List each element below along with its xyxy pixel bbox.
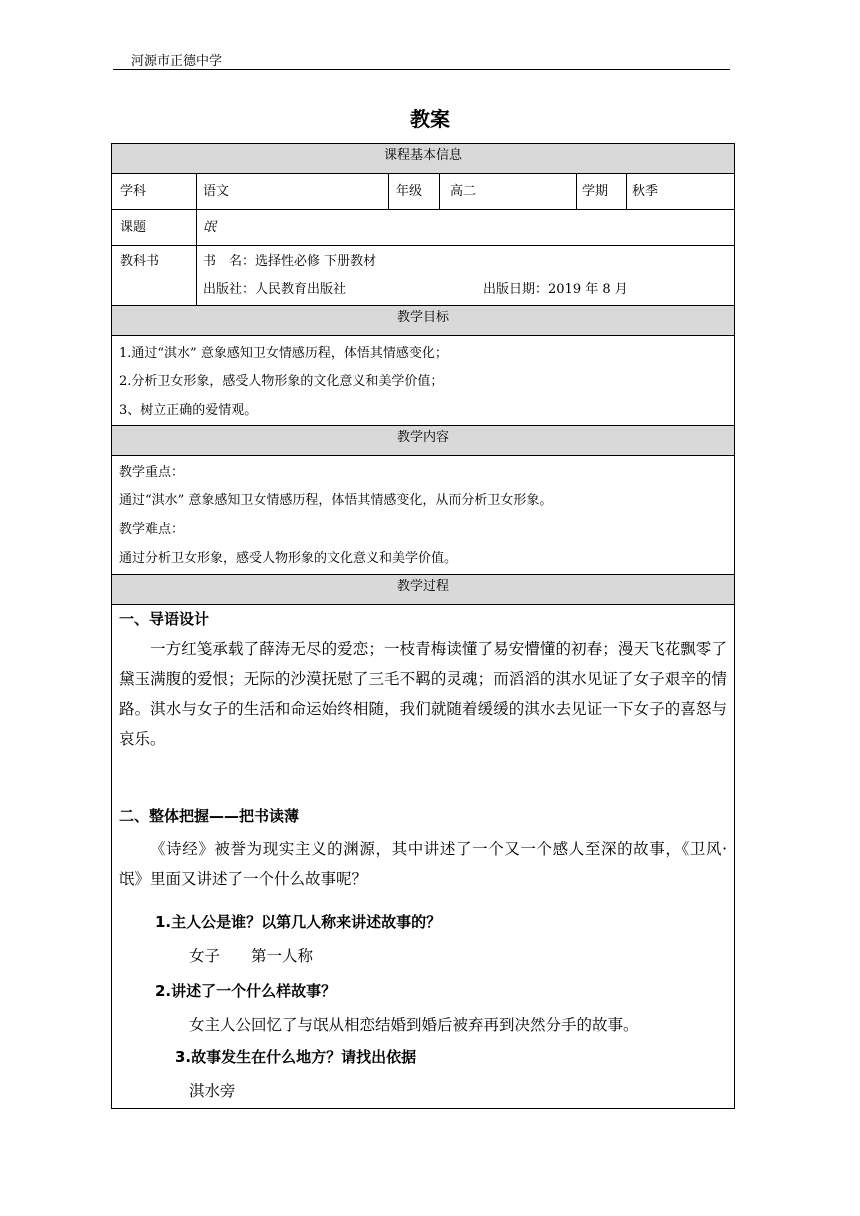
col-divider [576,174,577,209]
part2-title: 二、整体把握——把书读薄 [119,807,300,825]
subject-value: 语文 [203,184,230,199]
part2-paragraph: 《诗经》被誉为现实主义的渊源，其中讲述了一个又一个感人至深的故事，《卫风·氓》里面又讲述了一个什么故事呢？ [119,840,727,888]
topic-value: 氓 [203,220,217,235]
grade-value: 高二 [450,184,477,199]
part1-title: 一、导语设计 [119,610,210,628]
grade-label: 年级 [396,184,423,199]
lesson-plan-table [111,143,735,1109]
topic-label: 课题 [120,220,147,235]
col-divider [388,174,389,209]
difficulty-text: 通过分析卫女形象，感受人物形象的文化意义和美学价值。 [119,551,458,566]
term-value: 秋季 [632,184,659,199]
objectives-header: 教学目标 [112,305,734,336]
page-title: 教案 [410,107,450,131]
question-1: 1.主人公是谁？以第几人称来讲述故事的？ [155,913,442,931]
page-header-school: 河源市正德中学 [131,54,223,69]
subject-label: 学科 [120,184,147,199]
row-divider [112,209,734,210]
col-divider [439,174,440,209]
col-divider [196,174,197,305]
answer-3: 淇水旁 [189,1082,236,1100]
objective-item: 2.分析卫女形象，感受人物形象的文化意义和美学价值； [119,374,444,389]
row-divider [112,245,734,246]
publish-date: 出版日期：2019 年 8 月 [483,282,628,297]
book-name: 书 名：选择性必修 下册教材 [203,254,377,269]
answer-2: 女主人公回忆了与氓从相恋结婚到婚后被弃再到决然分手的故事。 [189,1016,639,1034]
objective-item: 3、树立正确的爱情观。 [119,403,258,418]
question-2: 2.讲述了一个什么样故事？ [155,982,337,1000]
key-point-text: 通过“淇水” 意象感知卫女情感历程，体悟其情感变化，从而分析卫女形象。 [119,493,553,508]
col-divider [626,174,627,209]
key-point-label: 教学重点： [119,465,185,480]
difficulty-label: 教学难点： [119,522,185,537]
course-info-header: 课程基本信息 [112,144,734,174]
term-label: 学期 [582,184,609,199]
textbook-label: 教科书 [120,254,160,269]
part1-paragraph: 一方红笺承载了薛涛无尽的爱恋；一枝青梅读懂了易安懵懂的初春；漫天飞花飘零了黛玉满腹的爱恨；无际的沙漠抚慰了三毛不羁的灵魂；而滔滔的淇水见证了女子艰辛的情路。淇水与女子的生活和命运始终相随，我们就随着缓缓的淇水去见证一下女子的喜怒与哀乐。 [119,640,727,748]
publisher: 出版社：人民教育出版社 [203,282,347,297]
content-header: 教学内容 [112,425,734,456]
header-rule [113,69,730,70]
objective-item: 1.通过“淇水” 意象感知卫女情感历程，体悟其情感变化； [119,346,448,361]
question-3: 3.故事发生在什么地方？请找出依据 [175,1048,417,1066]
process-header: 教学过程 [112,574,734,605]
answer-1: 女子 第一人称 [189,947,314,965]
